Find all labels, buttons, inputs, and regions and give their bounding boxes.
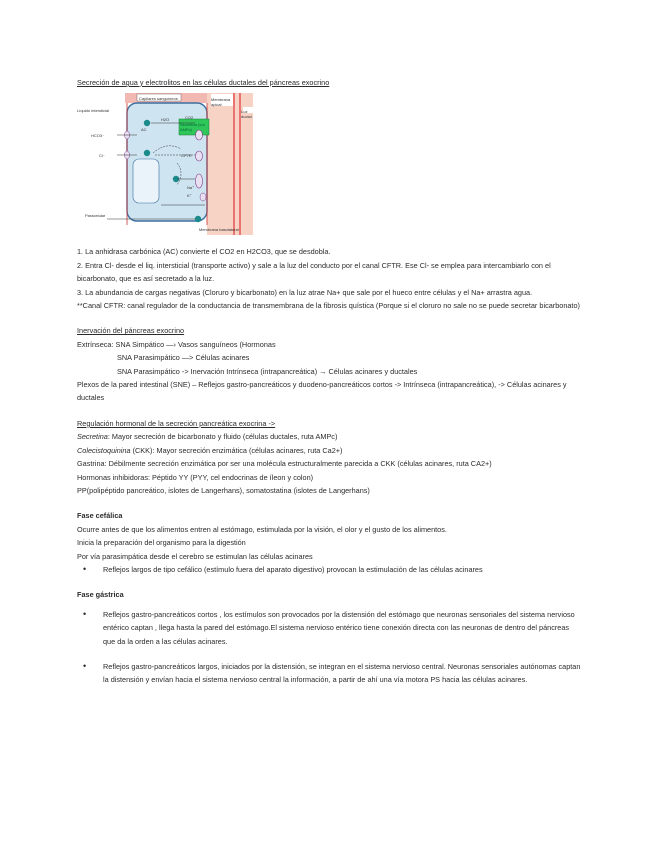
gastric-bullet-text-1: Reflejos gastro-pancreáticos cortos , los estímulos son provocados por la distensión del estómago que neuronas sensoriales del sistema nervioso entérico captan , llega hasta la pared del estómago.El sistema nervioso entérico tiene conexión directa con las neuronas de dentro del páncreas que da la orden a las células acinares. xyxy=(103,609,575,646)
hormone-inhibitors: Hormonas inhibidoras: Péptido YY (PYY, cel endocrinas de íleon y colon) xyxy=(77,472,314,482)
diagram-label-na: Na⁺ xyxy=(187,185,195,191)
document-content xyxy=(77,76,582,687)
step-2-marker xyxy=(144,150,150,156)
secretion-step-1: 1. La anhidrasa carbónica (AC) convierte el CO2 en H2CO3, que se desdobla. xyxy=(77,247,331,257)
section-title-innervation: Inervación del páncreas exocrino xyxy=(77,326,185,336)
innervation-line-2: SNA Parasimpático —> Células acinares xyxy=(117,353,250,363)
bullet-dot: • xyxy=(83,563,87,574)
hormone-pp: PP(polipéptido pancreático, islotes de Langerhans), somatostatina (islotes de Langerhans) xyxy=(77,485,370,495)
section-title-secretion: Secreción de agua y electrolitos en las células ductales del páncreas exocrino xyxy=(77,78,330,87)
cephalic-line-2: Inicia la preparación del organismo para la digestión xyxy=(77,538,246,548)
gastric-bullet-2 xyxy=(77,660,582,687)
cftr-note: **Canal CFTR: canal regulador de la conductancia de transmembrana de la fibrosis quística (Porque si el cloruro no sale no se puede secretar bicarbonato) xyxy=(77,301,580,311)
hormone-secretina-desc: : Mayor secreción de bicarbonato y fluido (células ductales, ruta AMPc) xyxy=(107,432,338,442)
diagram-label-cftr: CFTR xyxy=(181,153,192,159)
secretion-step-3: 3. La abundancia de cargas negativas (Cloruro y bicarbonato) en la luz atrae Na+ que sale por el hueco entre células y el Na+ arrastra agua. xyxy=(77,287,533,297)
gastric-bullet-1 xyxy=(77,608,582,648)
diagram-label-h2o: H2O xyxy=(161,117,170,123)
hormone-cck-desc: (CKK): Mayor secreción enzimática (células acinares, ruta Ca2+) xyxy=(130,445,343,455)
step-1-marker xyxy=(144,120,150,126)
diagram-label-k: K⁺ xyxy=(187,193,192,199)
gastric-bullet-text-2: Reflejos gastro-pancreáticos largos, iniciados por la distensión, se integran en el sistema nervioso central. Neuronas sensoriales autónomas captan la distensión y envían hacia el sistema nervioso central la información, a partir de ahí una vía motora PS hacia las células acinares. xyxy=(103,661,581,685)
diagram-label-ac: AC xyxy=(141,127,147,133)
hormone-cck xyxy=(77,444,582,457)
cephalic-bullet-1 xyxy=(77,563,582,576)
bullet-dot: • xyxy=(83,660,87,671)
cephalic-bullet-text: Reflejos largos de tipo cefálico (estímulo fuera del aparato digestivo) provocan la estimulación de las células acinares xyxy=(103,564,483,574)
diagram-label-interstitial: Líquido intersticial xyxy=(77,108,110,114)
exchanger xyxy=(196,174,203,188)
diagram-label-lumen: Luz ductal xyxy=(241,109,252,120)
diagram-label-capillaries: Capilares sanguíneos xyxy=(139,96,178,102)
hormone-secretina xyxy=(77,430,582,443)
secretion-step-2: 2. Entra Cl- desde el liq. intersticial (transporte activo) y sale a la luz del conducto por el canal CFTR. Ese Cl- se emplea para intercambiarlo con el bicarbonato, que es así secretado a la luz. xyxy=(77,260,551,284)
cephalic-line-3: Por vía parasimpática desde el cerebro se estimulan las células acinares xyxy=(77,551,313,561)
cell-nucleus xyxy=(133,159,159,203)
cephalic-line-1: Ocurre antes de que los alimentos entren al estómago, estimulada por la visión, el olor y el gusto de los alimentos. xyxy=(77,524,447,534)
hormone-secretina-term: Secretina xyxy=(77,432,108,442)
diagram-label-co2: CO2 xyxy=(185,115,194,121)
diagram-label-secretin: Secretina (vía AMPc) xyxy=(180,122,205,133)
diagram-label-hco3: HCO3⁻ xyxy=(91,133,105,139)
diagram-label-apical: Membrana apical xyxy=(211,97,231,108)
hormone-cck-term: Colecistoquinina xyxy=(77,445,131,455)
bullet-dot: • xyxy=(83,608,87,619)
section-title-cephalic: Fase cefálica xyxy=(77,511,123,521)
ductal-cell-diagram xyxy=(77,93,257,235)
diagram-label-basolateral: Membrana basolateral xyxy=(199,227,239,233)
diagram-label-paracellular: Paracelular xyxy=(85,213,106,219)
hormone-gastrina: Gastrina: Débilmente secreción enzimática por ser una molécula estructuralmente parecida a CKK (células acinares, ruta CA2+) xyxy=(77,459,492,469)
innervation-line-4: Plexos de la pared intestinal (SNE) – Reflejos gastro-pancreáticos y duodeno-pancreáticos cortos -> Intrínseca (intrapancreática), -> Células acinares y ductales xyxy=(77,380,567,403)
innervation-line-3: SNA Parasimpático -> Inervación Intrínseca (intrapancreática) → Células acinares y ductales xyxy=(117,366,418,376)
section-title-hormonal: Regulación hormonal de la secreción pancreática exocrina -> xyxy=(77,418,276,428)
innervation-line-1: Extrínseca: SNA Simpático —› Vasos sanguíneos (Hormonas xyxy=(77,339,276,349)
section-title-gastric: Fase gástrica xyxy=(77,590,124,600)
step-3-marker xyxy=(195,216,201,222)
diagram-label-cl: Cl⁻ xyxy=(99,153,105,159)
